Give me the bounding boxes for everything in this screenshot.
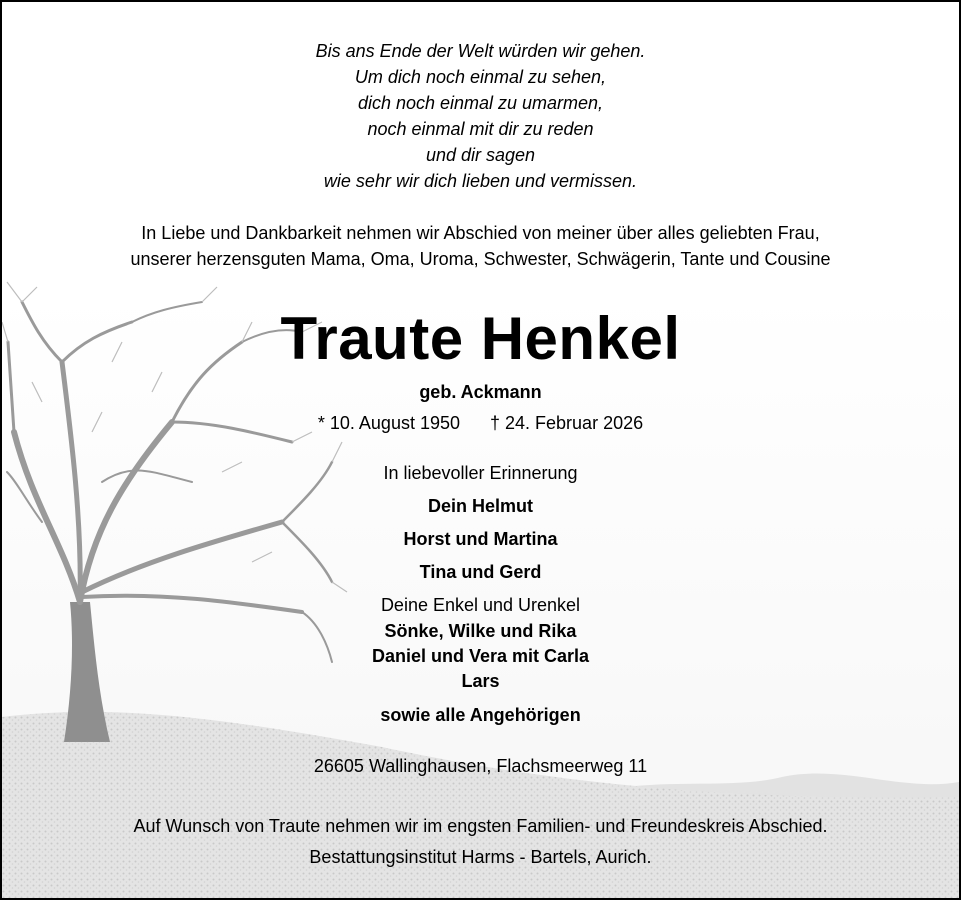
poem-line: und dir sagen: [425, 145, 536, 165]
mourner-children: Tina und Gerd: [419, 562, 542, 582]
other-relatives: sowie alle Angehörigen: [380, 705, 581, 725]
maiden-name: geb. Ackmann: [419, 382, 542, 402]
grandchildren-line: Daniel und Vera mit Carla: [371, 646, 590, 666]
poem-line: dich noch einmal zu umarmen,: [357, 93, 604, 113]
intro-line: In Liebe und Dankbarkeit nehmen wir Abschied von meiner über alles geliebten Frau,: [141, 223, 820, 243]
deceased-name: Traute Henkel: [280, 305, 681, 372]
intro-line: unserer herzensguten Mama, Oma, Uroma, Schwester, Schwägerin, Tante und Cousine: [130, 249, 831, 269]
grandchildren-intro: Deine Enkel und Urenkel: [380, 595, 581, 615]
mourner-children: Horst und Martina: [403, 529, 558, 549]
poem-line: noch einmal mit dir zu reden: [367, 119, 594, 139]
grandchildren-line: Lars: [461, 671, 500, 691]
mourner-spouse: Dein Helmut: [427, 496, 533, 516]
death-date: † 24. Februar 2026: [490, 413, 644, 433]
address: 26605 Wallinghausen, Flachsmeerweg 11: [313, 756, 648, 776]
life-dates: [2, 411, 959, 435]
poem-line: Um dich noch einmal zu sehen,: [354, 67, 607, 87]
birth-date: * 10. August 1950: [317, 413, 460, 433]
farewell-note: Auf Wunsch von Traute nehmen wir im engsten Familien- und Freundeskreis Abschied.: [133, 816, 828, 836]
grandchildren-line: Sönke, Wilke und Rika: [384, 621, 577, 641]
mourners-intro: In liebevoller Erinnerung: [383, 463, 578, 483]
poem-line: wie sehr wir dich lieben und vermissen.: [323, 171, 638, 191]
funeral-home: Bestattungsinstitut Harms - Bartels, Aurich.: [309, 847, 652, 867]
poem-line: Bis ans Ende der Welt würden wir gehen.: [315, 41, 646, 61]
